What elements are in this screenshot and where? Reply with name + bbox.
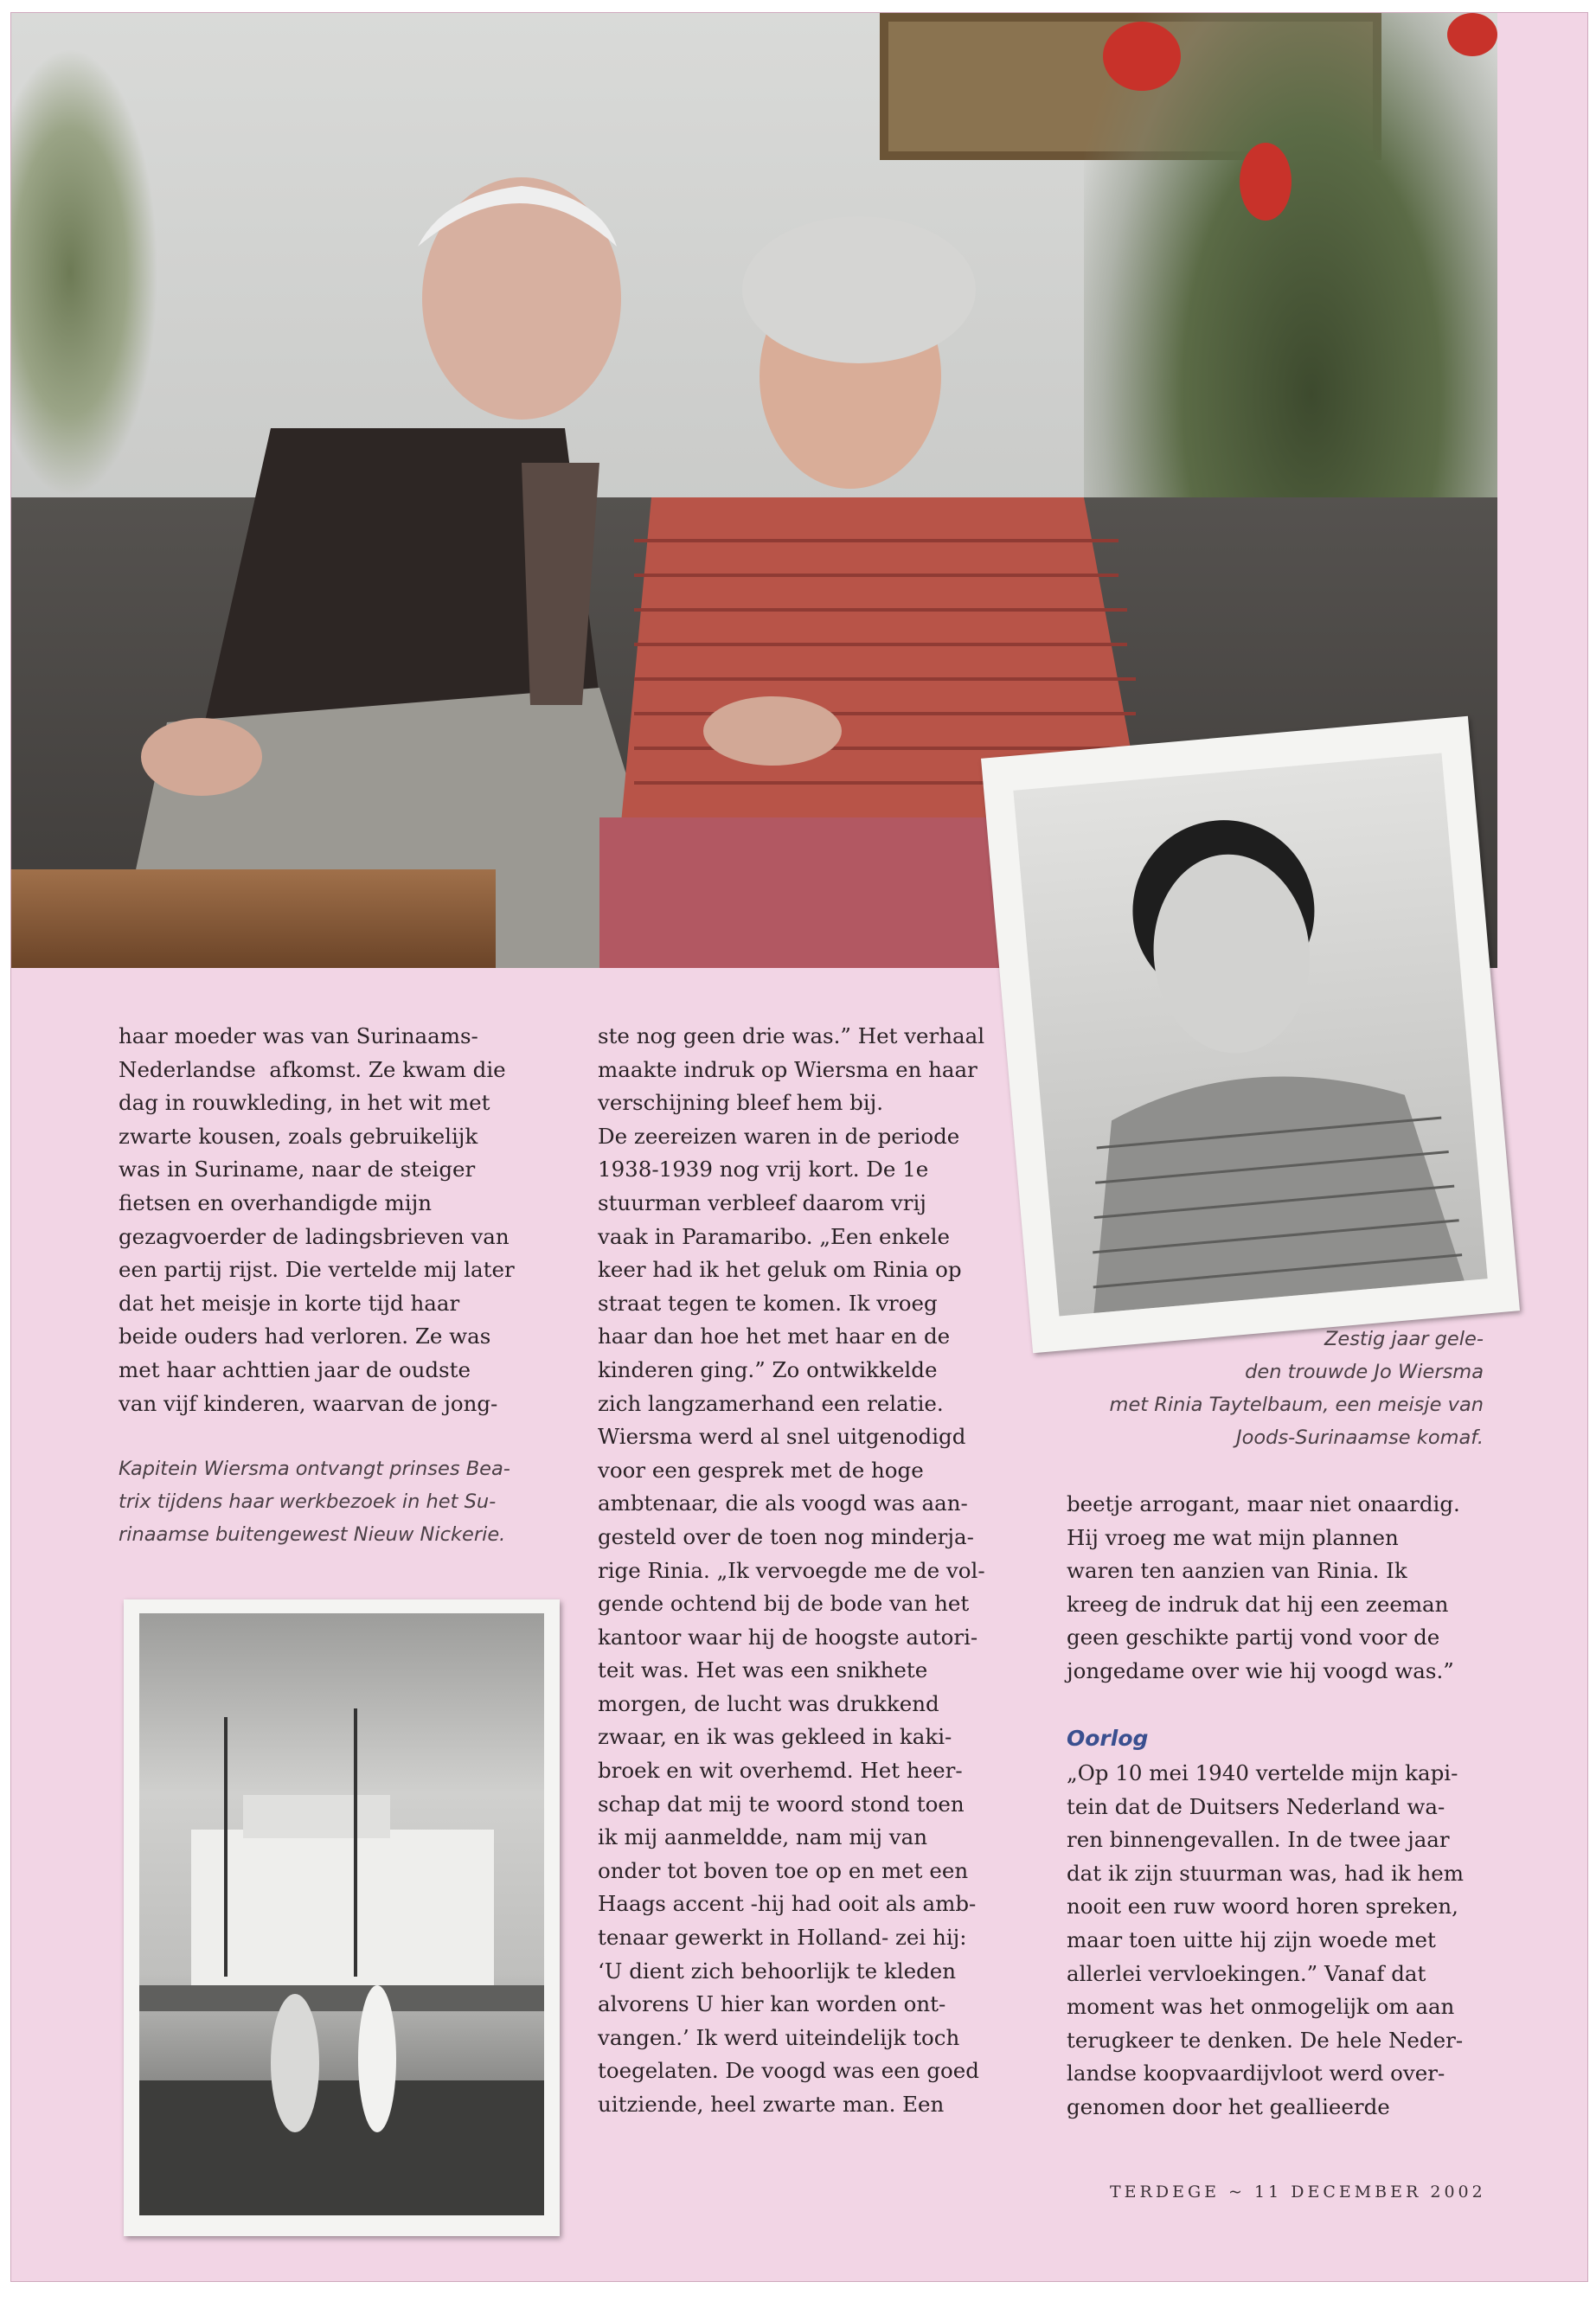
article-column-2: ste nog geen drie was.” Het verhaal maakte indruk op Wiersma en haar verschijning bleef hem bij. De zeereizen waren in de periode 1938-1939 nog vrij kort. De 1e stuurman verbleef daarom vrij vaak in Paramaribo. „Een enkele keer had ik het geluk om Rinia op straat tegen te komen. Ik vroeg haar dan hoe het met haar en de kinderen ging.” Zo ontwikkelde zich langzamerhand een relatie. Wiersma werd al snel uitgenodigd voor een gesprek met de hoge ambtenaar, die als voogd was aan- gesteld over de toen nog minderja- rige Rinia. „Ik vervoegde me de vol- gende ochtend bij de bode van het kantoor waar hij de hoogste autori- teit was. Het was een snikhete morgen, de lucht was drukkend zwaar, en ik was gekleed in kaki- broek en wit overhemd. Het heer- schap dat mij te woord stond toen ik mij aanmeldde, nam mij van onder tot boven toe op en met een Haags accent -hij had ooit als amb- tenaar gewerkt in Holland- zei hij: ‘U dient zich behoorlijk te kleden alvorens U hier kan worden ont- vangen.’ Ik werd uiteindelijk toch toegelaten. De voogd was een goed uitziende, heel zwarte man. Een — [598, 1023, 985, 2117]
red-flower — [1103, 22, 1181, 91]
portrait-photo-rinia — [981, 716, 1520, 1354]
ship-scene-figure — [139, 1613, 544, 2215]
red-flower — [1447, 13, 1497, 56]
section-heading-oorlog: Oorlog — [1067, 1726, 1149, 1751]
magazine-page — [10, 12, 1588, 2282]
red-flower — [1240, 143, 1292, 221]
wooden-table — [11, 869, 496, 968]
article-column-3-top: beetje arrogant, maar niet onaardig. Hij vroeg me wat mijn plannen waren ten aanzien van Rinia. Ik kreeg de indruk dat hij een zeeman geen geschikte partij vond voor de jongedame over wie hij voogd was.” — [1067, 1491, 1460, 1683]
ship-photo — [124, 1599, 560, 2236]
caption-beatrix: Kapitein Wiersma ontvangt prinses Bea- trix tijdens haar werkbezoek in het Su- rinaamse buitengewest Nieuw Nickerie. — [119, 1458, 510, 1546]
article-column-3-bottom: „Op 10 mei 1940 vertelde mijn kapi- tein dat de Duitsers Nederland wa- ren binnengevallen. In de twee jaar dat ik zijn stuurman was, had ik hem nooit een ruw woord horen spreken, maar toen uitte hij zijn woede met allerlei vervloekingen.” Vanaf dat moment was het onmogelijk om aan terugkeer te denken. De hele Neder- landse koopvaardijvloot werd over- genomen door het geallieerde — [1067, 1760, 1464, 2119]
article-column-1: haar moeder was van Surinaams- Nederlandse afkomst. Ze kwam die dag in rouwkleding, in het wit met zwarte kousen, zoals gebruikelijk was in Suriname, naar de steiger fietsen en overhandigde mijn gezagvoerder de ladingsbrieven van een partij rijst. Die vertelde mij later dat het meisje in korte tijd haar beide ouders had verloren. Ze was met haar achttien jaar de oudste van vijf kinderen, waarvan de jong- — [119, 1023, 515, 1416]
portrait-woman-figure — [1013, 753, 1487, 1317]
page-footer: TERDEGE ~ 11 DECEMBER 2002 — [1110, 2182, 1486, 2202]
caption-portrait: Zestig jaar gele- den trouwde Jo Wiersma met Rinia Taytelbaum, een meisje van Joods-Surinaamse komaf. — [1109, 1328, 1484, 1449]
